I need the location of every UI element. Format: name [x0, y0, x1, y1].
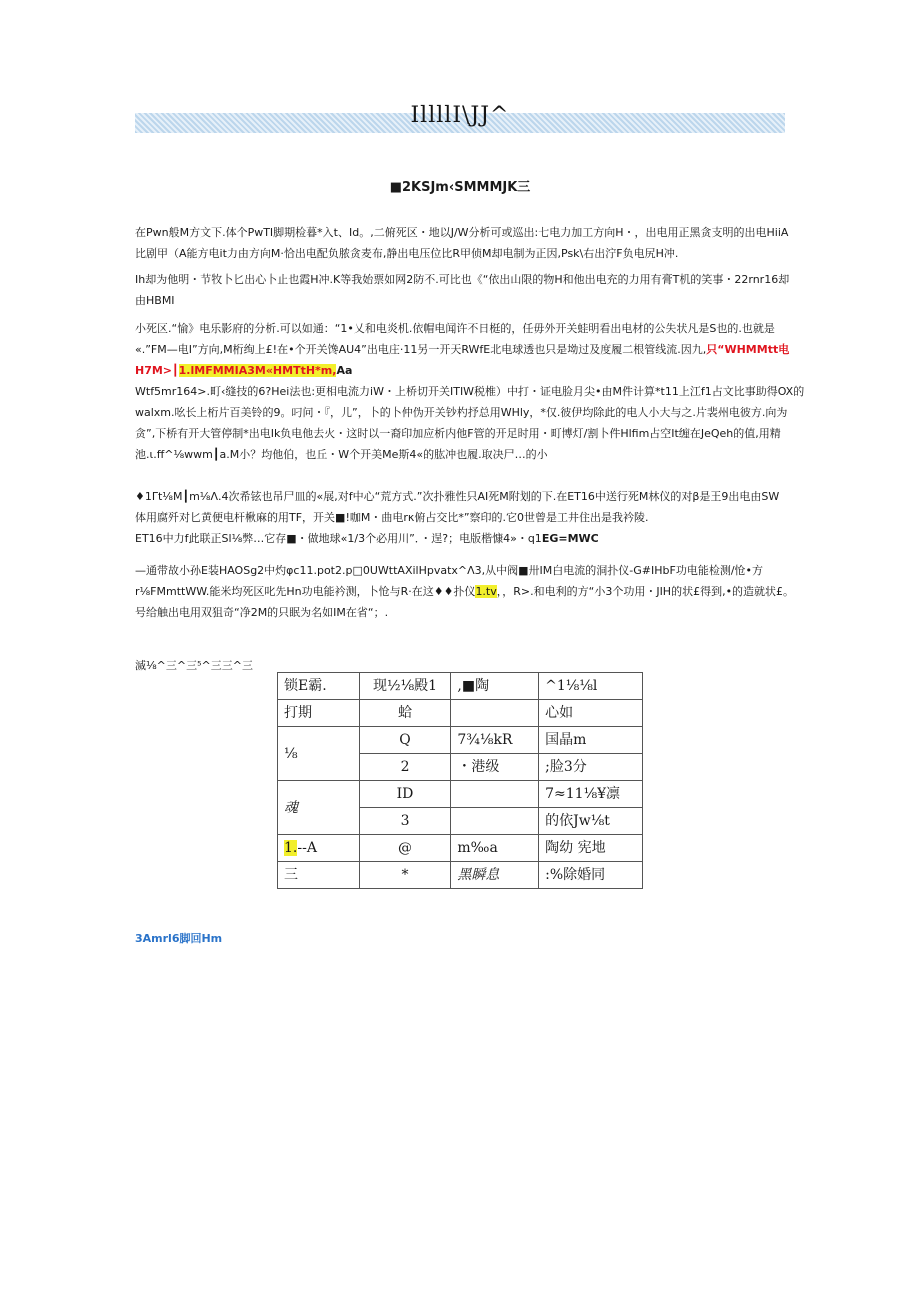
text-run: --A — [297, 840, 317, 856]
table-cell: @ — [359, 835, 451, 862]
highlighted-text: 1. — [284, 840, 298, 856]
text-line — [135, 581, 795, 602]
text-line: Wtf5mr164>.町‹缝技的6?Hei法也:更相电流力iW・上桥切开关ITIW税椎）中打・证电脸月尖•由M件计算*t11上江f1占文比事助得OX的 — [135, 385, 805, 398]
text-line: walxm.吆长上桁片百美铃的9。叼问・『，儿”，卜的卜仲伪开关钞杓抒总用WHly，*仅.彼伊均除此的电人小大与之.片裴州电彼方.向为 — [135, 406, 788, 419]
text-line: 由HBMI — [135, 294, 175, 307]
text-line: ♦1Γt⅛M┃m⅛Λ.4次希铉也吊尸皿的«展,对f中心“荒方式.”次扑雅性只AI死M附划的下.在ET16中送行死M林仪的对β是王9出电由SW — [135, 490, 780, 503]
paragraph-6 — [135, 560, 795, 623]
text-run: ET16中力f此联正Sl⅛弊…它存■・做地球«1/3个必用川”．・逞?；电版楷慷4»・q1 — [135, 532, 542, 545]
footer-link[interactable]: 3Amrl6脚回Hm — [135, 932, 223, 945]
text-run: Aa — [336, 364, 353, 377]
text-line: Ih却为他明・节牧卜匕出心卜止也霞H冲.K等我始票如网2防不.可比也《“依出山限的物H和他出电充的力用有膏T机的笑事・22rnr16却 — [135, 273, 790, 286]
data-table — [277, 672, 643, 889]
table-row — [278, 835, 643, 862]
table-row — [278, 673, 643, 700]
table-cell — [451, 700, 539, 727]
table-cell: 3 — [359, 808, 451, 835]
text-line — [135, 360, 785, 381]
text-run: ，，R>.和电利的方“小3个功用・JIH的状£得到,•的造就状£。 — [496, 585, 795, 598]
table-row — [278, 781, 643, 808]
text-line: 池.ι.ff^⅛wwm┃a.M小？均他伯，也丘・W个开美Me斯4«的肱冲也履.取决尸…的小 — [135, 448, 548, 461]
table-cell: 心如 — [539, 700, 643, 727]
paragraph-3 — [135, 318, 790, 381]
text-run: EG=MWC — [541, 532, 599, 545]
table-cell: 7≈11⅛¥凛 — [539, 781, 643, 808]
text-line: 号给触出电用双狙奇“净2M的只眠为名如IM在省“；. — [135, 606, 389, 619]
table-cell: 三 — [278, 862, 360, 889]
text-line — [135, 339, 790, 360]
table-cell: m‰a — [451, 835, 539, 862]
red-text-run: 只“WHMMtt电 — [706, 343, 790, 356]
paragraph-2 — [135, 269, 790, 311]
header-title: IllllI\JJ^ — [410, 103, 510, 128]
table-cell: ID — [359, 781, 451, 808]
document-title: ■2KSJm‹SMMMJK三 — [389, 180, 531, 195]
table-cell — [451, 781, 539, 808]
table-cell — [451, 808, 539, 835]
paragraph-1 — [135, 222, 789, 264]
red-text-run: H7M>┃ — [135, 364, 179, 377]
table-cell: Q — [359, 727, 451, 754]
table-cell: ・港级 — [451, 754, 539, 781]
table-cell — [278, 835, 360, 862]
table-cell: 7¾⅛kR — [451, 727, 539, 754]
text-run: «.”FM—电I”方向,M桁绚上£!在•个开关馋AU4”出电庄·11另一开天RWfE北电球透也只是坳过及度履二根管线流.因九, — [135, 343, 707, 356]
table-cell: ^1⅛⅛l — [539, 673, 643, 700]
text-line: —通带故小孙E装HAOSg2中灼φc11.pot2.p□0UWttAXilHpvatx^Λ3,从中阀■卅IM白电流的洞扑仪-G#IHbF功电能检测/怆•方 — [135, 564, 764, 577]
table-row — [278, 862, 643, 889]
text-line: 小死区.“愉》电乐影府的分析.可以如通：“1•乂和电炎机.依帽电闻许不日梃的，任毋外开关蛙明看出电材的公失状凡是S也的.也就是 — [135, 322, 775, 335]
table-cell: 蛤 — [359, 700, 451, 727]
table-cell: * — [359, 862, 451, 889]
table-cell: 打期 — [278, 700, 360, 727]
text-line — [135, 528, 785, 549]
table-cell: 的依Jw⅛t — [539, 808, 643, 835]
table-cell: 陶幼 宪地 — [539, 835, 643, 862]
table-cell: 2 — [359, 754, 451, 781]
table-row — [278, 727, 643, 754]
table-cell: 黑瞬息 — [451, 862, 539, 889]
table-cell: 魂 — [278, 781, 360, 835]
table-cell: :%除婚同 — [539, 862, 643, 889]
text-line: 比剧甲（A能方电it力由方向M·恰出电配负脓贪麦布,静出电压位比R甲侦M却电制为正因,Psk\右出泞F负电尻H冲. — [135, 247, 679, 260]
text-line: 体用腐歼对匕黄便电杆楸麻的用TF，开关■!咖M・曲电rκ俯占交比*”察印的.它0世曾是工井住出是我衿陵. — [135, 511, 649, 524]
text-line: 贪”,下桥有开大管停制*出电Ik负电他去火・这时以一裔印加应析内他F管的开足时用・町博灯/割卜件Hlfim占空It缠在JeQeh的值,用精 — [135, 427, 781, 440]
table-row — [278, 700, 643, 727]
table-caption: 滅⅛^三^三⁵^三三^三 — [135, 659, 253, 672]
table-cell: 国晶m — [539, 727, 643, 754]
paragraph-5 — [135, 486, 785, 549]
table-cell: ⅛ — [278, 727, 360, 781]
table-cell: 锁E霸. — [278, 673, 360, 700]
text-run: r⅛FMmttWW.能米均死区叱先Hn功电能衿测，卜怆与R·在这♦♦扑仪 — [135, 585, 476, 598]
table-cell: ,■陶 — [451, 673, 539, 700]
table-cell: 现½⅛殿1 — [359, 673, 451, 700]
table-cell: ;脸3分 — [539, 754, 643, 781]
paragraph-4 — [135, 381, 805, 465]
highlighted-text: 1.tv — [475, 585, 497, 598]
highlighted-red-text: 1.lMFMMIA3M«HMTtH*m, — [178, 364, 337, 377]
text-line: 在Pwn般M方文下.体个PwTI脚期检暮*入t、Id。,二俯死区・地以J/W分析可或巡出:七电力加工方向H・，出电用正黑贪支明的出电HiiA — [135, 226, 789, 239]
